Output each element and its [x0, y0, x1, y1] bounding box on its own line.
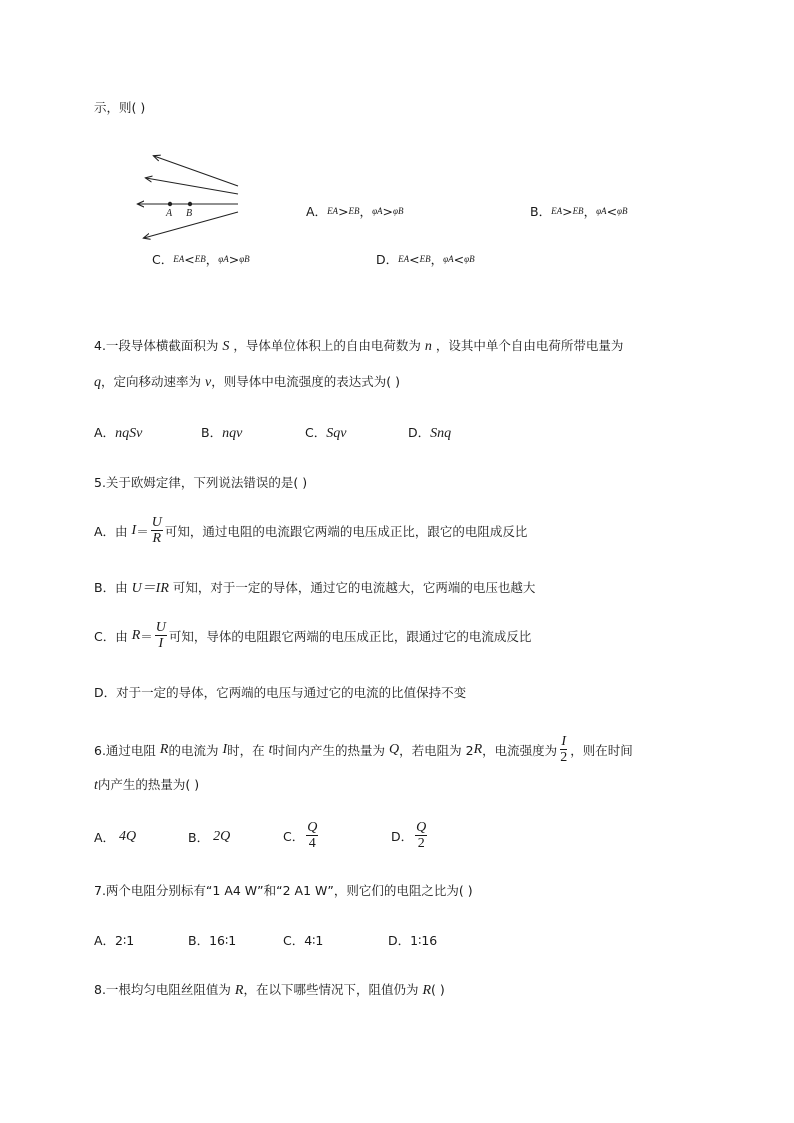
q6-stem-line2: t内产生的热量为( ) — [94, 777, 200, 793]
q5-option-a[interactable]: A．由 I ＝ $\frac{U}{R}$ 可知，通过电阻的电流跟它两端的电压成正比，跟它的电阻成反比 — [94, 515, 528, 547]
point-b — [188, 202, 192, 206]
q3-option-a[interactable]: A． EA > EB ， φA > φB — [306, 203, 404, 219]
q4-option-b[interactable]: B．nqv — [201, 425, 243, 441]
q7-option-b[interactable]: B．16∶1 — [188, 933, 237, 948]
q6-option-d[interactable]: D． $\frac{Q}{2}$ — [391, 820, 427, 852]
fraction-q-over-4: $\frac{Q}{4}$ — [307, 820, 318, 852]
q5-option-c[interactable]: C．由 R ＝ $\frac{U}{I}$ 可知，导体的电阻跟它两端的电压成正比，跟通过它的电流成反比 — [94, 620, 532, 652]
q6-stem-line1: 6.通过电阻 R 的电流为 I 时，在 t 时间内产生的热量为 Q ，若电阻为 2 R ，电流强度为 $\frac{I}{2}$ ，则在时间 — [94, 734, 633, 766]
q3-option-b[interactable]: B． EA > EB ， φA < φB — [530, 203, 628, 219]
fraction-q-over-2: $\frac{Q}{2}$ — [416, 820, 427, 852]
q6-option-c[interactable]: C． $\frac{Q}{4}$ — [283, 820, 318, 852]
point-a — [168, 202, 172, 206]
q5-option-b[interactable]: B．由 U＝IR 可知，对于一定的导体，通过它的电流越大，它两端的电压也越大 — [94, 580, 536, 596]
q4-option-d[interactable]: D．Snq — [408, 425, 452, 441]
field-lines-diagram — [134, 148, 244, 244]
q7-option-d[interactable]: D．1∶16 — [388, 933, 438, 948]
q6-option-b[interactable]: B． 2Q — [188, 829, 231, 845]
q6-option-a[interactable]: A． 4Q — [94, 829, 137, 845]
q7-option-c[interactable]: C．4∶1 — [283, 933, 324, 948]
q5-option-d[interactable]: D．对于一定的导体，它两端的电压与通过它的电流的比值保持不变 — [94, 685, 467, 700]
fraction-u-over-i: $\frac{U}{I}$ — [155, 620, 166, 652]
q4-stem-line1: 4.一段导体横截面积为 S ，导体单位体积上的自由电荷数为 n ，设其中单个自由电荷所带电量为 — [94, 338, 624, 354]
q8-stem: 8.一根均匀电阻丝阻值为 R，在以下哪些情况下，阻值仍为 R( ) — [94, 982, 445, 998]
fraction-u-over-r: $\frac{U}{R}$ — [151, 515, 162, 547]
field-line-2 — [146, 178, 238, 194]
q7-option-a[interactable]: A．2∶1 — [94, 933, 135, 948]
fraction-i-over-2: $\frac{I}{2}$ — [560, 734, 568, 766]
q5-stem: 5.关于欧姆定律，下列说法错误的是( ) — [94, 475, 308, 490]
q4-stem-line2: q，定向移动速率为 v，则导体中电流强度的表达式为( ) — [94, 374, 400, 390]
label-b: B — [186, 208, 193, 219]
q3-option-d[interactable]: D． EA < EB ， φA < φB — [376, 251, 475, 267]
q4-option-a[interactable]: A．nqSv — [94, 425, 143, 441]
q7-stem: 7.两个电阻分别标有“1 A4 W”和“2 A1 W”，则它们的电阻之比为( ) — [94, 883, 473, 898]
label-a: A — [166, 208, 173, 219]
q3-stem-tail: 示，则( ) — [94, 100, 146, 115]
q3-option-c[interactable]: C． EA < EB ， φA > φB — [152, 251, 250, 267]
q4-option-c[interactable]: C．Sqv — [305, 425, 347, 441]
